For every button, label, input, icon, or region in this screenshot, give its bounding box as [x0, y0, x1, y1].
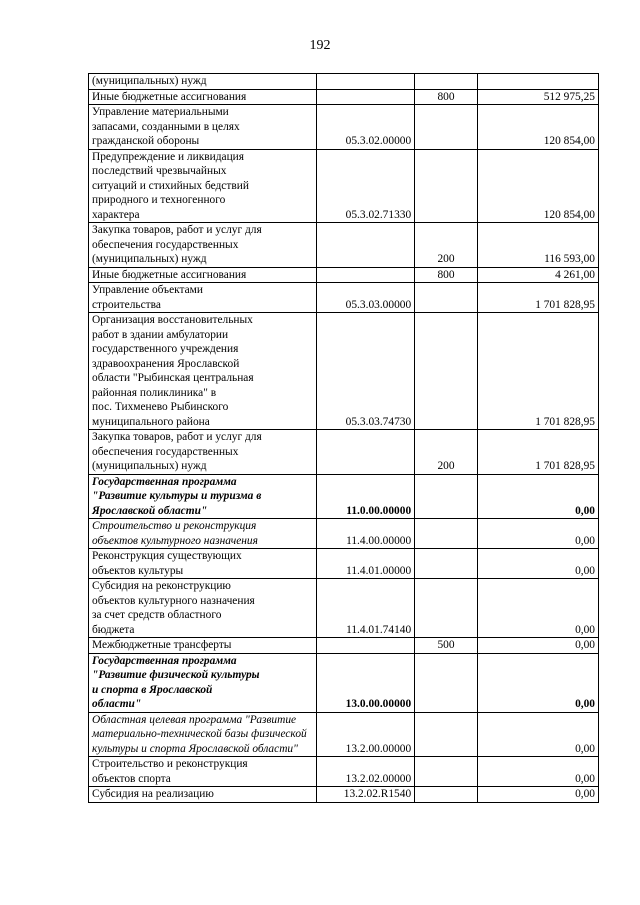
- row-expense-type: [415, 105, 478, 150]
- row-name-cell: [89, 519, 317, 549]
- table-row: [89, 549, 599, 579]
- row-name-cell: [89, 787, 317, 803]
- row-name-cell: [89, 313, 317, 430]
- row-expense-type: [415, 757, 478, 787]
- row-name-cell: [89, 430, 317, 475]
- row-sum: 0,00: [477, 787, 598, 803]
- row-sum: 0,00: [477, 549, 598, 579]
- row-name: Государственная программа "Развитие культуры и туризма в Ярославской области": [92, 475, 262, 517]
- row-name: Управление материальными запасами, созданными в целях гражданской обороны: [92, 106, 240, 147]
- row-name: Субсидия на реализацию: [92, 788, 214, 800]
- row-sum: 0,00: [477, 474, 598, 519]
- row-sum: 120 854,00: [477, 149, 598, 223]
- row-sum: 120 854,00: [477, 105, 598, 150]
- table-row: [89, 223, 599, 268]
- row-code: 05.3.03.00000: [316, 283, 415, 313]
- row-name-cell: [89, 283, 317, 313]
- row-code: [316, 638, 415, 654]
- row-code: 11.4.01.74140: [316, 579, 415, 638]
- row-sum: 0,00: [477, 519, 598, 549]
- row-name: Строительство и реконструкция объектов спорта: [92, 758, 248, 785]
- table-row: [89, 89, 599, 105]
- row-code: [316, 89, 415, 105]
- row-name: Предупреждение и ликвидация последствий чрезвычайных ситуаций и стихийных бедствий природного и техногенного характера: [92, 150, 249, 221]
- row-name: Иные бюджетные ассигнования: [92, 268, 247, 281]
- row-code: 05.3.02.00000: [316, 105, 415, 150]
- row-code: 11.0.00.00000: [316, 474, 415, 519]
- table-row: [89, 267, 599, 283]
- row-expense-type: 200: [415, 223, 478, 268]
- table-row: [89, 474, 599, 519]
- row-sum: [477, 74, 598, 90]
- table-row: [89, 105, 599, 150]
- row-name: Государственная программа "Развитие физической культуры и спорта в Ярославской области": [92, 654, 260, 710]
- row-code: [316, 267, 415, 283]
- table-row: [89, 757, 599, 787]
- row-code: 13.2.02.00000: [316, 757, 415, 787]
- row-name: Управление объектами строительства: [92, 284, 203, 311]
- row-expense-type: [415, 149, 478, 223]
- row-code: [316, 74, 415, 90]
- table-row: [89, 149, 599, 223]
- row-name: Строительство и реконструкция объектов культурного назначения: [92, 520, 258, 547]
- row-expense-type: [415, 712, 478, 757]
- row-sum: 1 701 828,95: [477, 313, 598, 430]
- row-name-cell: [89, 549, 317, 579]
- row-name: Закупка товаров, работ и услуг для обеспечения государственных (муниципальных) нужд: [92, 224, 262, 265]
- row-expense-type: [415, 313, 478, 430]
- row-code: 11.4.01.00000: [316, 549, 415, 579]
- row-code: 05.3.03.74730: [316, 313, 415, 430]
- row-name-cell: [89, 74, 317, 90]
- row-code: 13.0.00.00000: [316, 653, 415, 712]
- row-name-cell: [89, 712, 317, 757]
- row-expense-type: [415, 74, 478, 90]
- table-row: [89, 313, 599, 430]
- table-row: [89, 519, 599, 549]
- row-name-cell: [89, 105, 317, 150]
- row-expense-type: [415, 474, 478, 519]
- row-sum: 1 701 828,95: [477, 283, 598, 313]
- row-expense-type: 500: [415, 638, 478, 654]
- row-name: Межбюджетные трансферты: [92, 639, 232, 651]
- table-row: [89, 430, 599, 475]
- row-name-cell: [89, 638, 317, 654]
- row-expense-type: [415, 519, 478, 549]
- row-sum: 0,00: [477, 712, 598, 757]
- row-name-cell: [89, 653, 317, 712]
- row-code: [316, 430, 415, 475]
- row-name-cell: [89, 267, 317, 283]
- row-name: Закупка товаров, работ и услуг для обеспечения государственных (муниципальных) нужд: [92, 431, 262, 472]
- row-expense-type: [415, 787, 478, 803]
- row-expense-type: [415, 283, 478, 313]
- row-sum: 0,00: [477, 638, 598, 654]
- page-number: 192: [309, 38, 331, 53]
- row-sum: 0,00: [477, 579, 598, 638]
- table-row: [89, 638, 599, 654]
- row-sum: 1 701 828,95: [477, 430, 598, 475]
- budget-table: [88, 73, 599, 803]
- table-row: [89, 579, 599, 638]
- row-name-cell: [89, 89, 317, 105]
- row-code: 13.2.00.00000: [316, 712, 415, 757]
- row-expense-type: [415, 579, 478, 638]
- row-name-cell: [89, 149, 317, 223]
- row-sum: 0,00: [477, 653, 598, 712]
- table-row: [89, 283, 599, 313]
- row-name-cell: [89, 223, 317, 268]
- row-code: 13.2.02.R1540: [316, 787, 415, 803]
- table-row: [89, 74, 599, 90]
- row-name: (муниципальных) нужд: [92, 75, 207, 87]
- table-row: [89, 712, 599, 757]
- row-name: Организация восстановительных работ в здании амбулатории государственного учреждения здравоохранения Ярославской области "Рыбинская центральная районная поликлиника" в пос. Тихменево Рыбинского муниципального района: [92, 314, 254, 428]
- row-name-cell: [89, 757, 317, 787]
- budget-table-body: [89, 74, 599, 803]
- row-name: Субсидия на реконструкцию объектов культурного назначения за счет средств областного бюджета: [92, 580, 255, 636]
- row-sum: 116 593,00: [477, 223, 598, 268]
- row-sum: 512 975,25: [477, 89, 598, 105]
- row-name-cell: [89, 474, 317, 519]
- row-expense-type: [415, 653, 478, 712]
- row-expense-type: 200: [415, 430, 478, 475]
- row-expense-type: [415, 549, 478, 579]
- row-code: [316, 223, 415, 268]
- row-sum: 0,00: [477, 757, 598, 787]
- row-expense-type: 800: [415, 267, 478, 283]
- row-name: Реконструкция существующих объектов культуры: [92, 550, 242, 577]
- row-sum: 4 261,00: [477, 267, 598, 283]
- table-row: [89, 787, 599, 803]
- row-code: 05.3.02.71330: [316, 149, 415, 223]
- row-name-cell: [89, 579, 317, 638]
- row-code: 11.4.00.00000: [316, 519, 415, 549]
- row-name: Областная целевая программа "Развитие материально-технической базы физической культуры и спорта Ярославской области": [92, 713, 307, 755]
- row-name: Иные бюджетные ассигнования: [92, 90, 247, 103]
- row-expense-type: 800: [415, 89, 478, 105]
- table-row: [89, 653, 599, 712]
